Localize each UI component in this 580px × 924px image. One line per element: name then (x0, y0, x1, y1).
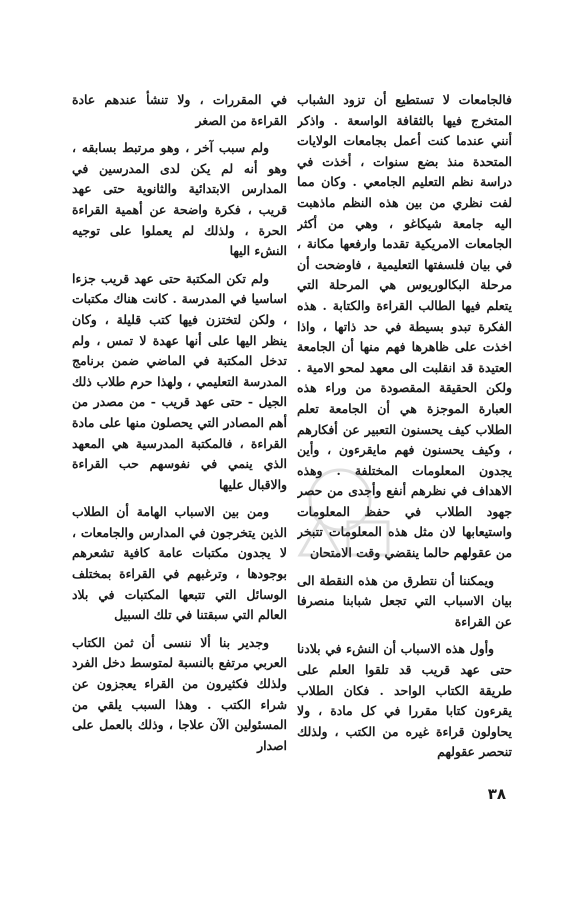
paragraph: فالجامعات لا تستطيع أن تزود الشباب المتخرج فيها بالثقافة الواسعة . واذكر أنني عندما كنت أعمل بجامعات الولايات المتحدة منذ بضع سنوات ، أخذت في دراسة نظم التعليم الجامعي . وكان مما لفت نظري من بين هذه النظم ماذهبت اليه جامعة شيكاغو ، وهي من أكثر الجامعات الامريكية تقدما وارفعها مكانة ، في بيان فلسفتها التعليمية ، فاوضحت أن مرحلة البكالوريوس هي المرحلة التي يتعلم فيها الطالب القراءة والكتابة . هذه الفكرة تبدو بسيطة في حد ذاتها ، واذا اخذت على ظاهرها فهم منها أن الجامعة العتيدة قد انقلبت الى معهد لمحو الامية . ولكن الحقيقة المقصودة من وراء هذه العبارة الموجزة هي أن الجامعة تعلم الطلاب كيف يحسنون التعبير عن أفكارهم ، وكيف يحسنون فهم مايقرءون ، وأين يجدون المعلومات المختلفة . وهذه الاهداف في نظرهم أنفع وأجدى من حصر جهود الطلاب في حفظ المعلومات واستيعابها لان مثل هذه المعلومات تتبخر من عقولهم حالما ينقضي وقت الامتحان (297, 92, 512, 561)
paragraph: ولم تكن المكتبة حتى عهد قريب جزءا اساسيا في المدرسة . كانت هناك مكتبات ، ولكن لتختزن فيها كتب قليلة ، وكان ينظر اليها على أنها عهدة لا تمس ، ولم تدخل المكتبة في الماضي ضمن برنامج المدرسة التعليمي ، ولهذا حرم طلاب ذلك الجيل - حتى عهد قريب - من مصدر من أهم المصادر التي يحصلون منها على مادة القراءة ، فالمكتبة المدرسية هي المعهد الذي ينمي في نفوسهم حب القراءة والاقبال عليها (72, 270, 287, 492)
paragraph: ولم سبب آخر ، وهو مرتبط بسابقه ، وهو أنه لم يكن لدى المدرسين في المدارس الابتدائية والثانوية حتى عهد قريب ، فكرة واضحة عن أهمية القراءة الحرة ، ولذلك لم يعملوا على توجيه النشء اليها (72, 140, 287, 259)
paragraph: ومن بين الاسباب الهامة أن الطلاب الذين يتخرجون في المدارس والجامعات ، لا يجدون مكتبات عامة كافية تشعرهم بوجودها ، وترغبهم في القراءة بمختلف الوسائل التي تتبعها المكتبات في بلاد العالم التي سبقتنا في تلك السبيل (72, 504, 287, 623)
paragraph: وجدير بنا ألا ننسى أن ثمن الكتاب العربي مرتفع بالنسبة لمتوسط دخل الفرد ولذلك فكثيرون من القراء يعجزون عن شراء الكتب . وهذا السبب يلقي من المسئولين الآن علاجا ، وذلك بالعمل على اصدار (72, 634, 287, 753)
right-column (297, 90, 512, 770)
page-number: ٣٨ (487, 785, 506, 803)
paragraph: وأول هذه الاسباب أن النشء في بلادنا حتى عهد قريب قد تلقوا العلم على طريقة الكتاب الواحد . فكان الطلاب يقرءون كتابا مقررا في كل مادة ، ولا يحاولون قراءة غيره من الكتب ، ولذلك تنحصر عقولهم (297, 641, 512, 760)
paragraph: ويمكننا أن نتطرق من هذه النقطة الى بيان الاسباب التي تجعل شبابنا منصرفا عن القراءة (297, 572, 512, 629)
left-column (72, 90, 287, 763)
document-page (72, 90, 512, 830)
paragraph: في المقررات ، ولا تنشأ عندهم عادة القراءة من الصغر (72, 92, 287, 128)
